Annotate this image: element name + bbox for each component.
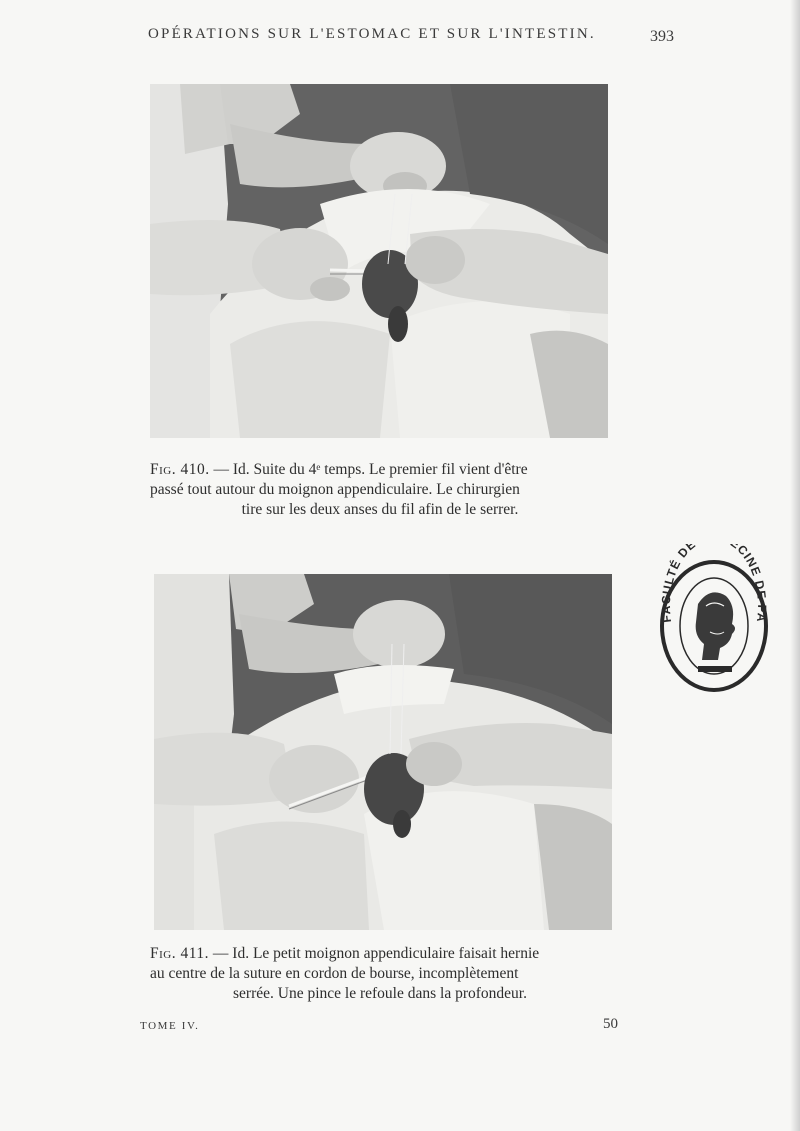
caption-line: passé tout autour du moignon appendiculaire. Le chirurgien: [150, 481, 520, 498]
figure-411-caption: [150, 944, 610, 1004]
caption-line: serrée. Une pince le refoule dans la profondeur.: [233, 985, 527, 1002]
figure-411-image: [154, 574, 612, 930]
caption-line: au centre de la suture en cordon de bourse, incomplètement: [150, 965, 519, 982]
page-edge-shadow: [790, 0, 800, 1131]
svg-text:FACULTÉ DE MÉDECINE DE PARIS: FACULTÉ DE CINE DE PA: [658, 544, 770, 624]
gathering-signature: 50: [603, 1016, 618, 1032]
page-number: 393: [650, 28, 674, 45]
caption-line: — Id. Suite du 4ᵉ temps. Le premier fil vient d'être: [209, 461, 528, 478]
caption-line: — Id. Le petit moignon appendiculaire faisait hernie: [209, 945, 540, 962]
figure-410-image: [150, 84, 608, 438]
figure-410-caption: [150, 460, 610, 520]
stamp-seal-image: [658, 544, 770, 692]
figure-410-photograph: [150, 84, 608, 438]
figure-label: Fig. 411.: [150, 945, 210, 962]
running-head: OPÉRATIONS SUR L'ESTOMAC ET SUR L'INTESTIN.: [148, 26, 596, 42]
faculty-library-stamp: [658, 544, 770, 692]
figure-411-photograph: [154, 574, 612, 930]
figure-label: Fig. 410.: [150, 461, 210, 478]
caption-line: tire sur les deux anses du fil afin de le serrer.: [241, 501, 519, 518]
volume-signature: TOME IV.: [140, 1020, 200, 1032]
